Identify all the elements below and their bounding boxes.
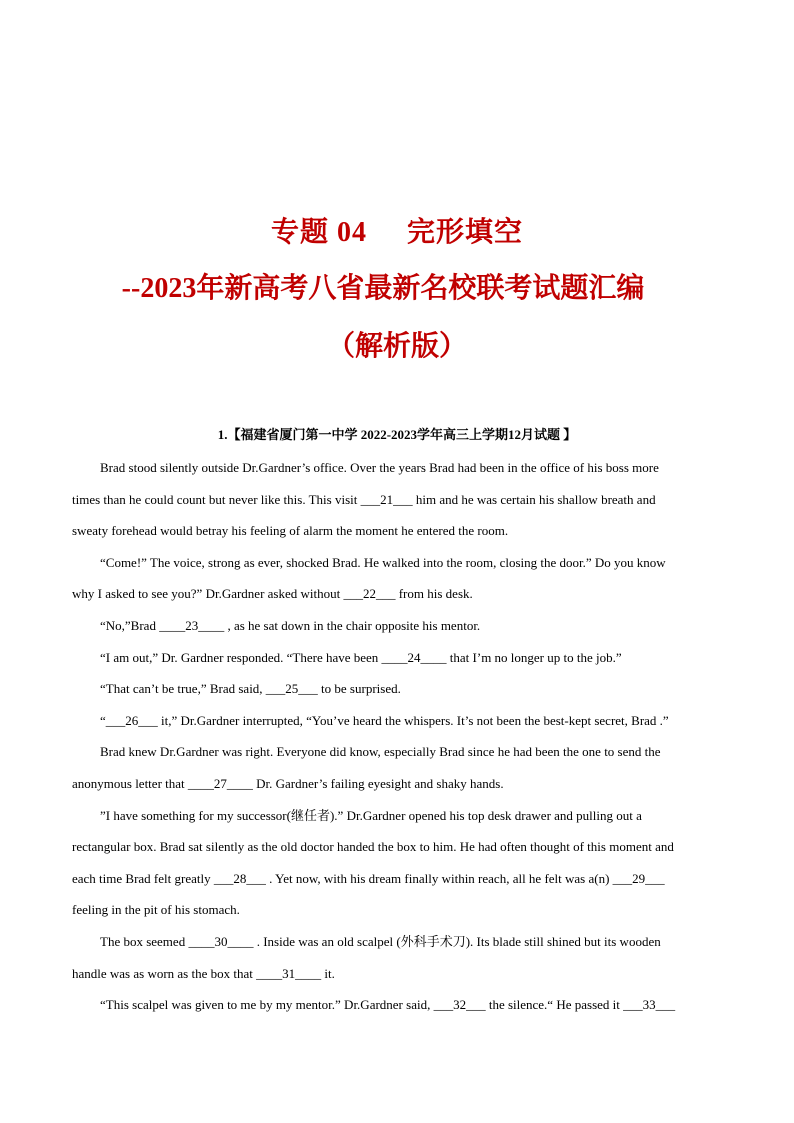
topic-number: 专题 04 [270, 217, 367, 248]
passage-line: Brad knew Dr.Gardner was right. Everyone did know, especially Brad since he had been the one to send the [100, 744, 661, 760]
passage-line: “That can’t be true,” Brad said, ___25___ to be surprised. [100, 681, 401, 697]
passage-line: “Come!” The voice, strong as ever, shocked Brad. He walked into the room, closing the door.” Do you know [100, 554, 666, 570]
passage-line: each time Brad felt greatly ___28___ . Yet now, with his dream finally within reach, all he felt was a(n) ___29___ [72, 870, 665, 886]
document-title-line-1 [0, 210, 794, 250]
passage-line: “I am out,” Dr. Gardner responded. “There have been ____24____ that I’m no longer up to the job.” [100, 649, 622, 665]
passage-line: “No,”Brad ____23____ , as he sat down in the chair opposite his mentor. [100, 617, 481, 633]
passage-body [72, 452, 722, 1021]
passage-line: The box seemed ____30____ . Inside was an old scalpel (外科手术刀). Its blade still shined but its wooden [100, 933, 661, 949]
passage-line: rectangular box. Brad sat silently as the old doctor handed the box to him. He had often thought of this moment and [72, 839, 674, 855]
document-title-line-3: （解析版） [326, 331, 467, 362]
question-header: 1.【福建省厦门第一中学 2022-2023学年高三上学期12月试题 】 [217, 427, 577, 442]
passage-line: feeling in the pit of his stomach. [72, 902, 240, 918]
passage-line: “This scalpel was given to me by my mentor.” Dr.Gardner said, ___32___ the silence.“ He passed it ___33___ [100, 997, 676, 1013]
passage-line: ”I have something for my successor(继任者).” Dr.Gardner opened his top desk drawer and pulling out a [100, 807, 642, 823]
passage-line: “___26___ it,” Dr.Gardner interrupted, “You’ve heard the whispers. It’s not been the best-kept secret, Brad .” [100, 712, 669, 728]
document-title-line-2: --2023年新高考八省最新名校联考试题汇编 [121, 273, 645, 304]
passage-line: anonymous letter that ____27____ Dr. Gardner’s failing eyesight and shaky hands. [72, 775, 504, 791]
topic-name: 完形填空 [407, 217, 524, 248]
passage-line: times than he could count but never like this. This visit ___21___ him and he was certain his shallow breath and [72, 491, 656, 507]
passage-line: Brad stood silently outside Dr.Gardner’s office. Over the years Brad had been in the office of his boss more [100, 460, 659, 475]
passage-line: why I asked to see you?” Dr.Gardner asked without ___22___ from his desk. [72, 586, 473, 602]
passage-line: handle was as worn as the box that ____31____ it. [72, 965, 335, 981]
passage-line: sweaty forehead would betray his feeling of alarm the moment he entered the room. [72, 523, 509, 539]
